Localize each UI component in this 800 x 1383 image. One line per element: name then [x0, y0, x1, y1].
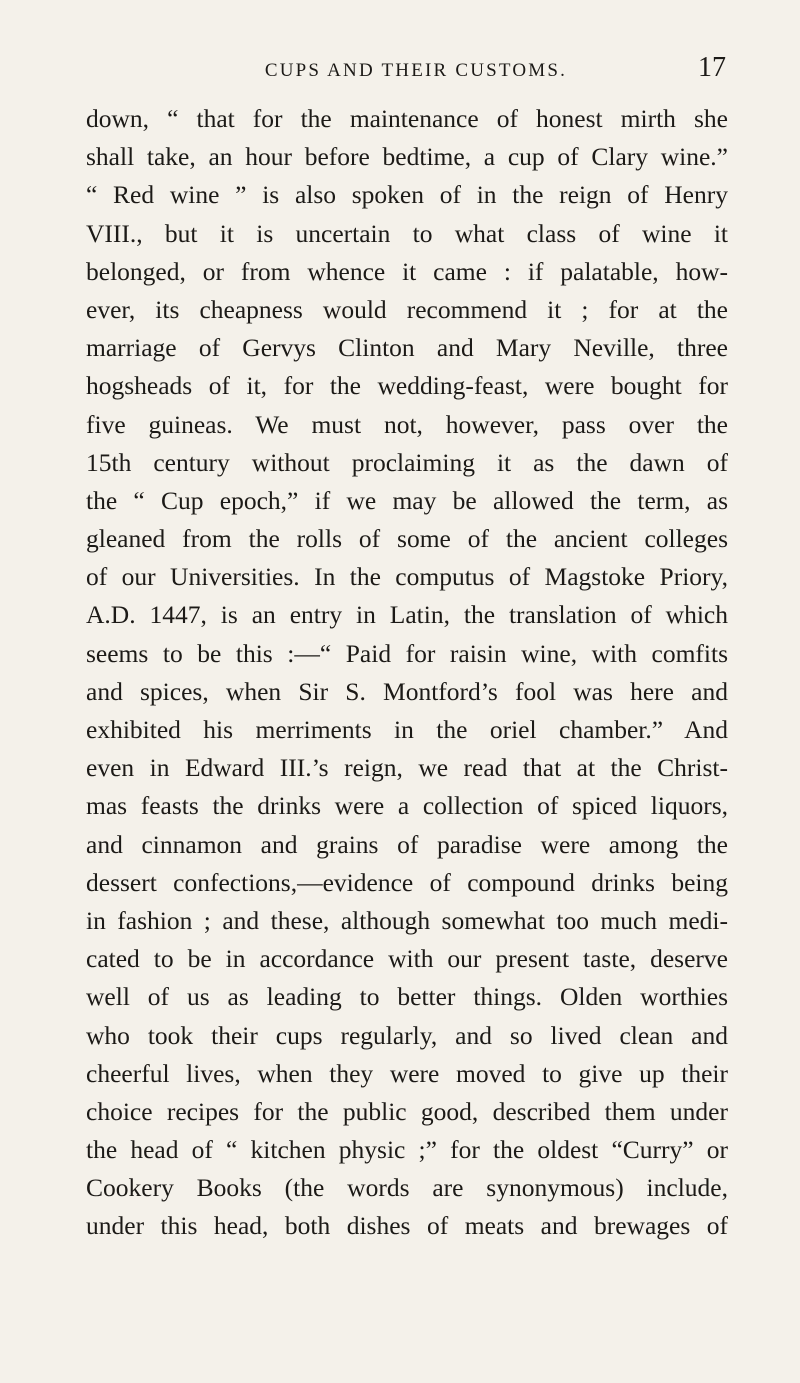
text-line: dessert confections,—evidence of compound drinks being [86, 867, 728, 897]
page-number: 17 [698, 52, 726, 83]
running-head [96, 52, 736, 100]
text-line: down, “ that for the maintenance of honest mirth she [86, 104, 728, 133]
text-line: hogsheads of it, for the wedding-feast, were bought for [86, 371, 728, 401]
text-line: under this head, both dishes of meats and brewages of [86, 1211, 728, 1241]
text-line: of our Universities. In the computus of Magstoke Priory, [86, 562, 728, 592]
text-line: Cookery Books (the words are synonymous) include, [86, 1173, 728, 1203]
body-text [86, 100, 728, 1246]
text-line: who took their cups regularly, and so lived clean and [86, 1020, 728, 1050]
text-line: in fashion ; and these, although somewhat too much medi- [86, 905, 728, 935]
text-line: and spices, when Sir S. Montford’s fool was here and [86, 676, 728, 706]
text-line: the “ Cup epoch,” if we may be allowed the term, as [86, 485, 728, 515]
text-line: cheerful lives, when they were moved to give up their [86, 1058, 728, 1088]
text-line: VIII., but it is uncertain to what class of wine it [86, 218, 728, 248]
text-line: the head of “ kitchen physic ;” for the oldest “Curry” or [86, 1135, 728, 1165]
text-line: 15th century without proclaiming it as the dawn of [86, 447, 728, 477]
text-line: A.D. 1447, is an entry in Latin, the translation of which [86, 600, 728, 630]
text-line: and cinnamon and grains of paradise were among the [86, 829, 728, 859]
text-line: well of us as leading to better things. Olden worthies [86, 982, 728, 1012]
text-line: exhibited his merriments in the oriel chamber.” And [86, 715, 728, 744]
text-line: mas feasts the drinks were a collection of spiced liquors, [86, 791, 728, 821]
text-line: marriage of Gervys Clinton and Mary Neville, three [86, 333, 728, 363]
text-line: ever, its cheapness would recommend it ; for at the [86, 294, 728, 324]
text-line: “ Red wine ” is also spoken of in the reign of Henry [86, 180, 728, 210]
text-line: belonged, or from whence it came : if palatable, how- [86, 256, 728, 286]
text-line: gleaned from the rolls of some of the ancient colleges [86, 524, 728, 554]
text-line: five guineas. We must not, however, pass over the [86, 409, 728, 439]
running-title: CUPS AND THEIR CUSTOMS. [264, 60, 568, 81]
text-line: choice recipes for the public good, described them under [86, 1096, 728, 1126]
text-line: shall take, an hour before bedtime, a cup of Clary wine.” [86, 142, 728, 172]
text-line: even in Edward III.’s reign, we read that at the Christ- [86, 753, 728, 783]
text-line: seems to be this :—“ Paid for raisin wine, with comfits [86, 638, 728, 668]
text-line: cated to be in accordance with our present taste, deserve [86, 944, 728, 974]
